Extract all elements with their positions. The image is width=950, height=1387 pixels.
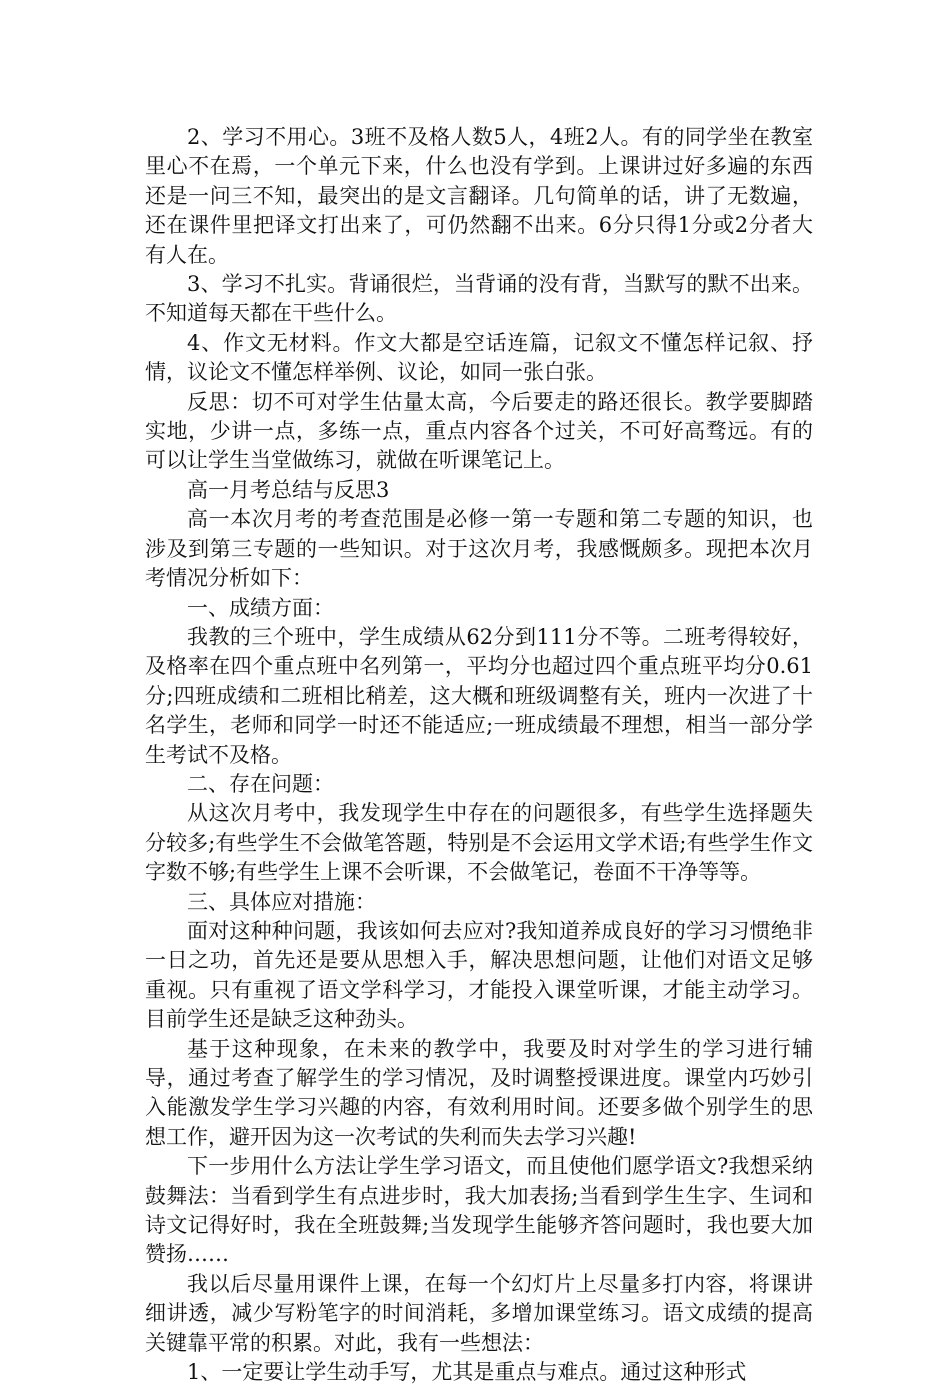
measures-paragraph-4: 我以后尽量用课件上课，在每一个幻灯片上尽量多打内容，将课讲细讲透，减少写粉笔字的时间消耗，多增加课堂练习。语文成绩的提高关键靠平常的积累。对此，我有一些想法： xyxy=(145,1271,813,1355)
subheading-measures: 三、具体应对措施： xyxy=(187,889,376,914)
subheading-problems: 二、存在问题： xyxy=(187,771,334,796)
paragraph-item-2: 2、学习不用心。3班不及格人数5人，4班2人。有的同学坐在教室里心不在焉，一个单元下来，什么也没有学到。上课讲过好多遍的东西还是一问三不知，最突出的是文言翻译。几句简单的话，讲了无数遍，还在课件里把译文打出来了，可仍然翻不出来。6分只得1分或2分者大有人在。 xyxy=(145,125,813,267)
scores-paragraph: 我教的三个班中，学生成绩从62分到111分不等。二班考得较好，及格率在四个重点班中名列第一，平均分也超过四个重点班平均分0.61分;四班成绩和二班相比稍差，这大概和班级调整有关，班内一次进了十名学生，老师和同学一时还不能适应;一班成绩最不理想，相当一部分学生考试不及格。 xyxy=(145,624,813,767)
measures-paragraph-2: 基于这种现象，在未来的教学中，我要及时对学生的学习进行辅导，通过考查了解学生的学习情况，及时调整授课进度。课堂内巧妙引入能激发学生学习兴趣的内容，有效利用时间。还要多做个别学生的思想工作，避开因为这一次考试的失利而失去学习兴趣! xyxy=(145,1036,813,1149)
document-body xyxy=(145,123,813,1387)
section-heading: 高一月考总结与反思3 xyxy=(187,477,390,502)
subheading-scores: 一、成绩方面： xyxy=(187,595,334,620)
paragraph-item-3: 3、学习不扎实。背诵很烂，当背诵的没有背，当默写的默不出来。不知道每天都在干些什么。 xyxy=(145,272,813,326)
measures-paragraph-1: 面对这种种问题，我该如何去应对?我知道养成良好的学习习惯绝非一日之功，首先还是要从思想入手，解决思想问题，让他们对语文足够重视。只有重视了语文学科学习，才能投入课堂听课，才能主动学习。目前学生还是缺乏这种劲头。 xyxy=(145,918,813,1032)
paragraph-item-4: 4、作文无材料。作文大都是空话连篇，记叙文不懂怎样记叙、抒情，议论文不懂怎样举例、议论，如同一张白张。 xyxy=(145,330,813,385)
reflection-paragraph: 反思：切不可对学生估量太高，今后要走的路还很长。教学要脚踏实地，少讲一点，多练一点，重点内容各个过关，不可好高骛远。有的可以让学生当堂做练习，就做在听课笔记上。 xyxy=(145,389,813,473)
measures-paragraph-3: 下一步用什么方法让学生学习语文，而且使他们愿学语文?我想采纳鼓舞法：当看到学生有点进步时，我大加表扬;当看到学生生字、生词和诗文记得好时，我在全班鼓舞;当发现学生能够齐答问题时，我也要大加赞扬…… xyxy=(145,1154,813,1267)
list-item-1: 1、一定要让学生动手写，尤其是重点与难点。通过这种形式 xyxy=(187,1360,747,1385)
problems-paragraph: 从这次月考中，我发现学生中存在的问题很多，有些学生选择题失分较多;有些学生不会做笔答题，特别是不会运用文学术语;有些学生作文字数不够;有些学生上课不会听课，不会做笔记，卷面不干净等等。 xyxy=(145,801,813,885)
intro-paragraph: 高一本次月考的考查范围是必修一第一专题和第二专题的知识，也涉及到第三专题的一些知识。对于这次月考，我感慨颇多。现把本次月考情况分析如下： xyxy=(145,507,813,591)
